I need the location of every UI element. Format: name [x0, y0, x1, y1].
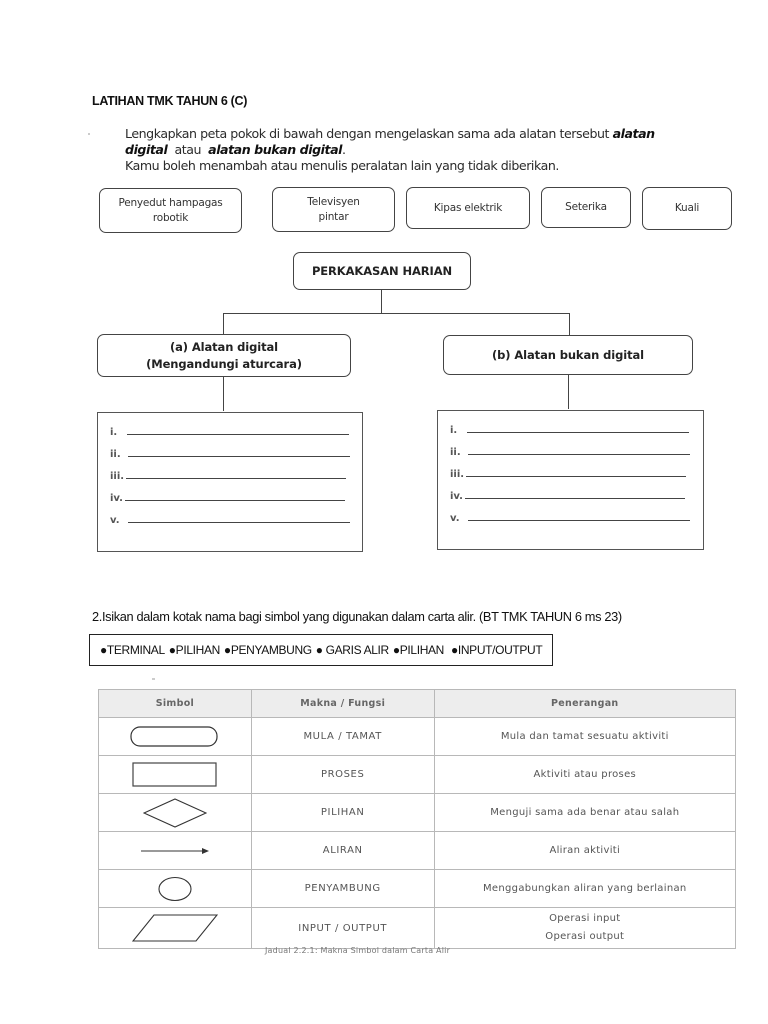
table-row — [99, 870, 736, 908]
option-terminal: ●TERMINAL — [100, 643, 165, 657]
branch-a-label: (a) Alatan digital — [169, 339, 279, 354]
connector-line — [223, 313, 570, 314]
answer-label: iv. — [110, 493, 123, 504]
answer-blank[interactable] — [468, 454, 690, 455]
item-box-penyedut — [99, 188, 242, 233]
meaning-cell: PENYAMBUNG — [251, 870, 434, 908]
terminal-symbol-icon — [130, 726, 220, 748]
meaning-cell: PROSES — [251, 756, 434, 794]
branch-b-label: (b) Alatan bukan digital — [492, 347, 644, 362]
answer-row[interactable] — [110, 427, 349, 438]
decision-diamond-icon — [143, 798, 207, 828]
section2-question: 2.Isikan dalam kotak nama bagi simbol yang digunakan dalam carta alir. (BT TMK TAHUN 6 ms 23) — [92, 609, 622, 624]
tree-root-box — [293, 252, 471, 290]
stray-dot — [88, 133, 90, 135]
answer-blank[interactable] — [127, 434, 349, 435]
item-box-televisyen — [272, 187, 395, 232]
connector-line — [568, 375, 569, 409]
header-penerangan: Penerangan — [434, 690, 735, 718]
description-line: Operasi output — [545, 931, 625, 942]
answer-label: i. — [450, 425, 458, 436]
option-input-output: ●INPUT/OUTPUT — [450, 643, 543, 657]
instruction-emphasis: alatan — [612, 126, 655, 141]
tree-branch-a-box — [97, 334, 351, 377]
symbol-cell — [99, 870, 252, 908]
answer-row[interactable] — [450, 469, 686, 480]
item-label: Kuali — [674, 202, 700, 214]
table-row — [99, 832, 736, 870]
answer-box-digital — [97, 412, 363, 552]
options-box — [89, 634, 553, 666]
tree-root-label: PERKAKASAN HARIAN — [311, 263, 453, 278]
description-cell: Menguji sama ada benar atau salah — [434, 794, 735, 832]
symbol-cell — [99, 794, 252, 832]
meaning-cell: INPUT / OUTPUT — [251, 908, 434, 949]
answer-label: iv. — [450, 491, 463, 502]
symbol-cell — [99, 908, 252, 949]
instruction-text: . — [342, 142, 346, 157]
option-penyambung: ●PENYAMBUNG — [223, 643, 312, 657]
option-pilihan-2: ●PILIHAN — [392, 643, 447, 657]
answer-label: iii. — [110, 471, 125, 482]
answer-row[interactable] — [450, 447, 690, 458]
answer-label: ii. — [110, 449, 121, 460]
meaning-cell: ALIRAN — [251, 832, 434, 870]
answer-blank[interactable] — [466, 476, 686, 477]
item-box-seterika — [541, 187, 631, 228]
description-cell: Mula dan tamat sesuatu aktiviti — [434, 718, 735, 756]
answer-label: iii. — [450, 469, 465, 480]
table-row — [99, 718, 736, 756]
description-cell: Aktiviti atau proses — [434, 756, 735, 794]
symbol-cell — [99, 756, 252, 794]
table-row — [99, 908, 736, 949]
answer-label: i. — [110, 427, 118, 438]
connector-line — [223, 377, 224, 411]
option-garis-alir: ● GARIS ALIR — [315, 643, 389, 657]
answer-blank[interactable] — [128, 456, 350, 457]
answer-label: v. — [110, 515, 120, 526]
option-pilihan: ●PILIHAN — [168, 643, 220, 657]
flowchart-symbol-table — [98, 689, 736, 949]
item-label: robotik — [152, 211, 189, 224]
item-label: Seterika — [565, 201, 607, 213]
process-symbol-icon — [132, 762, 218, 788]
connector-line — [381, 290, 382, 314]
instruction-text: atau — [167, 142, 209, 157]
symbol-cell — [99, 718, 252, 756]
item-box-kuali — [642, 187, 732, 230]
description-cell: Menggabungkan aliran yang berlainan — [434, 870, 735, 908]
item-label: Televisyen — [307, 195, 360, 208]
header-simbol: Simbol — [99, 690, 252, 718]
flow-arrow-icon — [140, 846, 210, 856]
answer-blank[interactable] — [125, 500, 345, 501]
instruction-text: Kamu boleh menambah atau menulis peralatan lain yang tidak diberikan. — [125, 158, 559, 173]
table-row — [99, 756, 736, 794]
item-label: Kipas elektrik — [433, 201, 503, 214]
answer-blank[interactable] — [467, 432, 689, 433]
answer-row[interactable] — [110, 449, 350, 460]
table-row — [99, 794, 736, 832]
answer-label: v. — [450, 513, 460, 524]
description-cell: Aliran aktiviti — [434, 832, 735, 870]
table-caption: Jadual 2.2.1: Makna Simbol dalam Carta Alir — [265, 946, 451, 955]
meaning-cell: PILIHAN — [251, 794, 434, 832]
connector-circle-icon — [157, 876, 193, 902]
answer-box-non-digital — [437, 410, 704, 550]
answer-blank[interactable] — [126, 478, 346, 479]
item-box-kipas — [406, 187, 530, 229]
item-label: Penyedut hampagas — [118, 196, 223, 209]
instruction-text: Lengkapkan peta pokok di bawah dengan mengelaskan sama ada alatan tersebut — [125, 126, 613, 141]
connector-line — [223, 313, 224, 335]
answer-row[interactable] — [110, 515, 350, 526]
answer-row[interactable] — [450, 513, 690, 524]
answer-blank[interactable] — [128, 522, 350, 523]
stray-dot — [152, 678, 155, 680]
description-line: Operasi input — [549, 913, 621, 924]
worksheet-title: LATIHAN TMK TAHUN 6 (C) — [92, 94, 248, 108]
answer-blank[interactable] — [465, 498, 685, 499]
connector-line — [569, 313, 570, 335]
instruction-emphasis: alatan bukan digital — [208, 142, 343, 157]
symbol-cell — [99, 832, 252, 870]
answer-row[interactable] — [110, 493, 345, 504]
answer-row[interactable] — [450, 491, 685, 502]
tree-branch-b-box — [443, 335, 693, 375]
answer-row[interactable] — [450, 425, 689, 436]
meaning-cell: MULA / TAMAT — [251, 718, 434, 756]
instruction-emphasis: digital — [125, 142, 168, 157]
branch-a-sublabel: (Mengandungi aturcara) — [146, 356, 302, 371]
header-makna: Makna / Fungsi — [251, 690, 434, 718]
io-parallelogram-icon — [132, 914, 218, 942]
section1-instruction — [125, 126, 735, 174]
item-label: pintar — [318, 210, 349, 223]
answer-blank[interactable] — [468, 520, 690, 521]
description-cell — [434, 908, 735, 949]
answer-row[interactable] — [110, 471, 346, 482]
answer-label: ii. — [450, 447, 461, 458]
